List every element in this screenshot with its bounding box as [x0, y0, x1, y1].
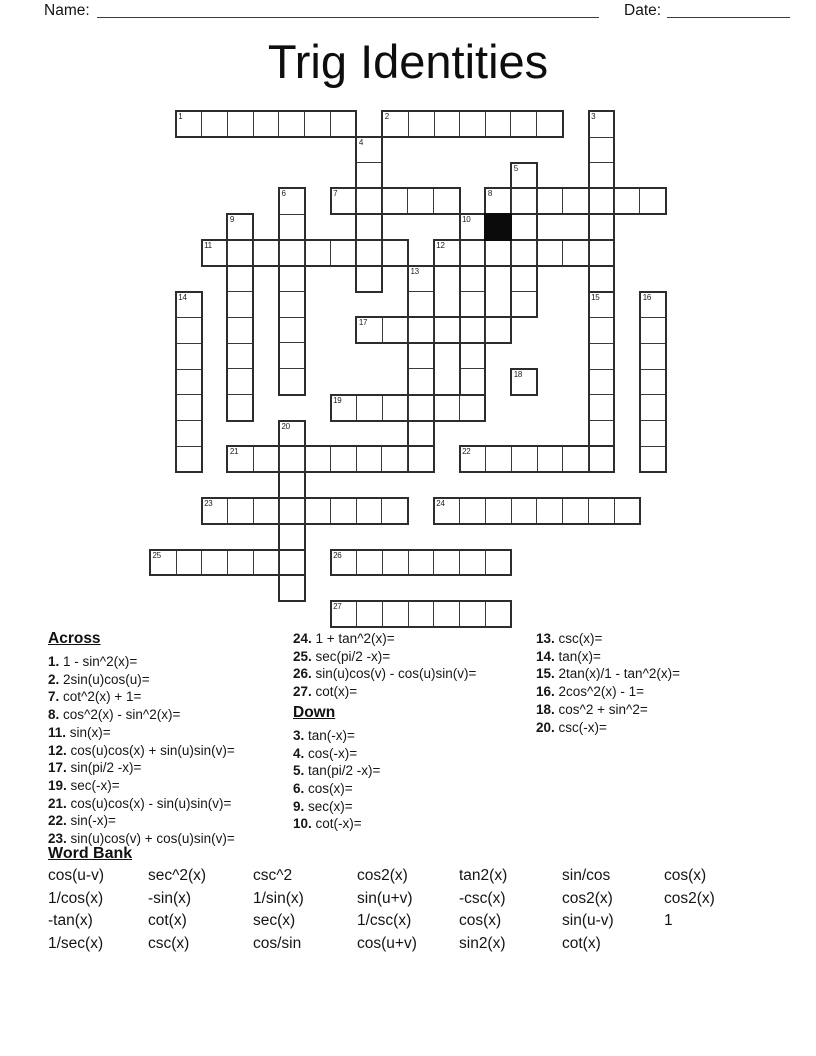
grid-cell[interactable] [253, 112, 279, 136]
grid-cell[interactable] [512, 370, 536, 394]
grid-cell[interactable] [383, 112, 408, 136]
clue-item-24: 24. 1 + tan^2(x)= [293, 631, 395, 646]
grid-cell[interactable] [279, 241, 305, 265]
grid-cell[interactable] [641, 293, 665, 318]
grid-cell[interactable] [588, 499, 614, 523]
grid-cell[interactable] [641, 317, 665, 343]
grid-cell[interactable] [562, 241, 588, 265]
crossword-grid [149, 110, 669, 630]
cell-number: 15 [591, 292, 600, 302]
down-clue-list [293, 727, 476, 833]
word-bank-item: 1 [664, 912, 673, 930]
grid-cell[interactable] [614, 189, 640, 213]
across-clue-list [48, 653, 235, 848]
grid-cell[interactable] [485, 602, 511, 626]
word-bank-heading: Word Bank [48, 845, 133, 862]
cell-number: 7 [333, 189, 338, 199]
grid-cell[interactable] [280, 265, 304, 291]
grid-cell[interactable] [228, 394, 252, 420]
word-bank-item: 1/csc(x) [357, 912, 412, 930]
grid-cell[interactable] [459, 396, 485, 420]
grid-cell[interactable] [590, 162, 614, 188]
grid-cell[interactable] [434, 112, 460, 136]
clue-item-20: 20. csc(-x)= [536, 719, 607, 735]
grid-cell[interactable] [614, 499, 640, 523]
down-clue-list-continued [536, 630, 680, 736]
grid-cell[interactable] [227, 499, 253, 523]
clue-item-22: 22. sin(-x)= [48, 813, 116, 829]
word-bank-item: sin2(x) [459, 934, 506, 952]
grid-cell[interactable] [177, 446, 201, 472]
clue-item-4: 4. cos(-x)= [293, 745, 358, 761]
cell-number: 5 [513, 163, 518, 173]
grid-cell[interactable] [227, 112, 253, 136]
grid-cell[interactable] [330, 241, 356, 265]
word-bank-item: sin(u-v) [562, 912, 614, 930]
word-bank-item: cos(u-v) [48, 867, 104, 884]
grid-cell[interactable] [562, 499, 588, 523]
word-bank-item: sec^2(x) [148, 867, 207, 884]
cell-number: 8 [487, 189, 493, 199]
grid-cell[interactable] [537, 189, 563, 213]
grid-cell[interactable] [485, 499, 511, 523]
grid-cell[interactable] [253, 241, 279, 265]
grid-cell[interactable] [433, 189, 459, 213]
grid-cell[interactable] [641, 343, 665, 369]
word-bank-item: sin(u+v) [357, 889, 413, 907]
across-heading: Across [48, 630, 101, 647]
grid-cell[interactable] [382, 318, 408, 342]
grid-cell[interactable] [409, 267, 433, 292]
name-label: Name: [44, 2, 90, 19]
grid-cell[interactable] [512, 291, 536, 317]
grid-cell[interactable] [641, 394, 665, 420]
grid-cell[interactable] [641, 446, 665, 472]
grid-cell[interactable] [228, 343, 252, 369]
grid-cell[interactable] [228, 368, 252, 394]
grid-cell[interactable] [409, 343, 433, 369]
clue-item-23: 23. sin(u)cos(v) + cos(u)sin(v)= [48, 831, 235, 847]
grid-cell[interactable] [201, 112, 227, 136]
grid-cell[interactable] [461, 291, 485, 317]
grid-cell[interactable] [485, 551, 511, 575]
grid-cell[interactable] [278, 112, 304, 136]
word-bank-item: cos2(x) [562, 889, 613, 907]
grid-cell[interactable] [461, 342, 485, 368]
grid-cell[interactable] [512, 265, 536, 291]
clue-item-21: 21. cos(u)cos(x) - sin(u)sin(v)= [48, 795, 232, 811]
word-bank-item: -csc(x) [459, 889, 506, 907]
grid-cell[interactable] [485, 112, 511, 136]
cell-number: 26 [333, 550, 342, 560]
grid-word-23 [201, 497, 409, 525]
cell-number: 25 [152, 550, 161, 560]
cell-number: 6 [281, 189, 286, 199]
cell-number: 12 [436, 241, 445, 250]
clue-item-16: 16. 2cos^2(x) - 1= [536, 684, 645, 700]
cell-number: 20 [281, 421, 290, 431]
grid-cell[interactable] [407, 189, 433, 213]
grid-cell[interactable] [562, 189, 588, 213]
grid-cell[interactable] [356, 241, 382, 265]
grid-cell[interactable] [332, 602, 357, 626]
word-bank-item: 1/sec(x) [48, 934, 104, 952]
grid-cell[interactable] [279, 499, 305, 523]
cell-number: 9 [229, 215, 235, 225]
grid-word-19 [330, 394, 487, 422]
word-bank-item: cot(x) [562, 934, 601, 952]
grid-cell[interactable] [357, 318, 382, 342]
grid-cell[interactable] [435, 499, 460, 523]
grid-cell[interactable] [280, 422, 304, 447]
grid-cell[interactable] [382, 602, 408, 626]
grid-cell[interactable] [381, 499, 407, 523]
grid-word-16 [639, 291, 667, 474]
grid-cell[interactable] [590, 293, 614, 318]
grid-cell[interactable] [461, 447, 486, 471]
clue-item-10: 10. cot(-x)= [293, 816, 362, 832]
grid-cell[interactable] [382, 189, 408, 213]
grid-cell[interactable] [253, 551, 279, 575]
grid-cell[interactable] [356, 447, 382, 471]
grid-word-14 [175, 291, 203, 474]
grid-cell[interactable] [590, 343, 614, 369]
clue-item-3: 3. tan(-x)= [293, 727, 355, 743]
cell-number: 27 [333, 602, 342, 612]
grid-word-7 [330, 187, 461, 215]
grid-cell[interactable] [461, 368, 485, 394]
clue-item-6: 6. cos(x)= [293, 780, 353, 796]
cell-number: 21 [229, 447, 239, 457]
page-title: Trig Identities [267, 35, 549, 88]
grid-cell[interactable] [279, 447, 305, 471]
grid-cell[interactable] [459, 551, 485, 575]
grid-cell[interactable] [590, 214, 614, 240]
grid-cell[interactable] [357, 162, 381, 188]
grid-cell[interactable] [280, 214, 304, 240]
grid-cell[interactable] [151, 551, 176, 575]
grid-cell[interactable] [280, 342, 304, 368]
grid-cell[interactable] [433, 318, 459, 342]
cell-number: 2 [384, 112, 389, 121]
grid-cell[interactable] [511, 499, 537, 523]
grid-cell[interactable] [280, 317, 304, 343]
grid-cell[interactable] [304, 241, 330, 265]
clue-item-17: 17. sin(pi/2 -x)= [48, 760, 142, 776]
grid-cell[interactable] [485, 241, 511, 265]
grid-cell[interactable] [330, 447, 356, 471]
clue-item-26: 26. sin(u)cos(v) - cos(u)sin(v)= [293, 666, 477, 682]
grid-word-18 [510, 368, 538, 396]
clue-item-13: 13. csc(x)= [536, 631, 603, 646]
grid-cell[interactable] [590, 394, 614, 420]
grid-cell[interactable] [588, 189, 614, 213]
grid-cell[interactable] [433, 602, 459, 626]
grid-cell[interactable] [228, 215, 252, 240]
clue-item-2: 2. 2sin(u)cos(u)= [48, 671, 150, 687]
clue-item-7: 7. cot^2(x) + 1= [48, 689, 142, 705]
grid-cell[interactable] [357, 265, 381, 291]
grid-cell[interactable] [590, 265, 614, 291]
cell-number: 10 [462, 215, 471, 225]
grid-word-21 [226, 445, 434, 473]
grid-cell[interactable] [590, 137, 614, 163]
cell-number: 16 [642, 292, 651, 302]
grid-cell[interactable] [433, 551, 459, 575]
grid-cell[interactable] [356, 189, 382, 213]
grid-cell[interactable] [511, 241, 537, 265]
grid-word-26 [330, 549, 513, 577]
name-blank-line[interactable] [97, 17, 599, 18]
grid-cell[interactable] [280, 189, 304, 214]
grid-cell[interactable] [177, 343, 201, 369]
grid-cell[interactable] [332, 396, 357, 420]
grid-cell[interactable] [228, 317, 252, 343]
grid-cell[interactable] [280, 472, 304, 498]
grid-cell[interactable] [459, 499, 485, 523]
grid-word-6 [278, 187, 306, 395]
word-bank-item: csc^2 [253, 867, 293, 884]
grid-cell[interactable] [536, 499, 562, 523]
grid-cell[interactable] [590, 112, 614, 137]
cell-number: 3 [591, 112, 596, 121]
grid-cell[interactable] [639, 189, 665, 213]
grid-cell[interactable] [227, 551, 253, 575]
cell-number: 1 [178, 112, 183, 121]
grid-cell[interactable] [511, 189, 537, 213]
word-bank-item: sec(x) [253, 912, 296, 930]
grid-cell[interactable] [177, 112, 202, 136]
grid-cell[interactable] [382, 396, 408, 420]
grid-cell[interactable] [356, 396, 382, 420]
clue-item-1: 1. 1 - sin^2(x)= [48, 654, 138, 669]
grid-cell[interactable] [381, 447, 407, 471]
grid-cell[interactable] [203, 499, 228, 523]
grid-cell[interactable] [332, 551, 357, 575]
clue-item-8: 8. cos^2(x) - sin^2(x)= [48, 707, 181, 723]
word-bank-item: tan2(x) [459, 867, 508, 884]
grid-cell[interactable] [253, 447, 279, 471]
cell-number: 17 [358, 318, 368, 328]
grid-cell[interactable] [459, 112, 485, 136]
grid-cell[interactable] [177, 369, 201, 395]
cell-number: 14 [178, 292, 187, 302]
word-bank-item: cos2(x) [357, 867, 408, 884]
word-bank-item [664, 935, 778, 958]
grid-cell[interactable] [459, 241, 485, 265]
word-bank-item: -sin(x) [148, 889, 192, 907]
grid-cell[interactable] [512, 214, 536, 240]
word-bank-item: cos(u+v) [357, 934, 417, 952]
word-bank-item: cos/sin [253, 934, 302, 952]
word-bank-item: cos(x) [664, 867, 707, 884]
grid-cell[interactable] [536, 241, 562, 265]
grid-cell[interactable] [409, 291, 433, 317]
grid-cell[interactable] [409, 420, 433, 446]
grid-cell[interactable] [280, 523, 304, 549]
grid-cell[interactable] [562, 447, 588, 471]
grid-cell[interactable] [280, 291, 304, 317]
grid-cell[interactable] [228, 447, 253, 471]
cell-number: 19 [333, 395, 342, 405]
cell-number: 18 [513, 370, 522, 379]
grid-cell[interactable] [641, 420, 665, 446]
clue-item-5: 5. tan(pi/2 -x)= [293, 763, 381, 779]
grid-cell[interactable] [408, 396, 434, 420]
grid-cell[interactable] [588, 241, 614, 265]
grid-cell[interactable] [177, 317, 201, 343]
grid-cell[interactable] [461, 266, 485, 292]
grid-cell[interactable] [485, 318, 511, 342]
grid-cell[interactable] [512, 164, 536, 189]
grid-word-24 [433, 497, 641, 525]
grid-cell[interactable] [433, 396, 459, 420]
grid-cell[interactable] [461, 215, 485, 240]
grid-cell[interactable] [408, 318, 434, 342]
word-bank-item: csc(x) [148, 934, 190, 952]
grid-cell[interactable] [280, 368, 304, 394]
grid-cell[interactable] [177, 394, 201, 420]
grid-cell[interactable] [486, 189, 511, 213]
grid-cell[interactable] [537, 447, 563, 471]
clue-item-9: 9. sec(x)= [293, 798, 353, 814]
grid-cell[interactable] [408, 602, 434, 626]
grid-cell[interactable] [228, 291, 252, 317]
grid-cell[interactable] [485, 447, 511, 471]
grid-cell[interactable] [408, 551, 434, 575]
clue-column-3 [536, 630, 680, 736]
grid-cell[interactable] [227, 241, 253, 265]
grid-cell[interactable] [177, 420, 201, 446]
clue-item-14: 14. tan(x)= [536, 648, 601, 664]
clue-item-19: 19. sec(-x)= [48, 777, 120, 793]
word-bank-item: cot(x) [148, 912, 187, 930]
word-bank-item: 1/sin(x) [253, 889, 304, 907]
grid-word-22 [459, 445, 616, 473]
clue-item-11: 11. sin(x)= [48, 724, 111, 740]
grid-cell[interactable] [177, 293, 201, 318]
clue-item-15: 15. 2tan(x)/1 - tan^2(x)= [536, 666, 681, 682]
grid-cell[interactable] [332, 189, 357, 213]
date-label: Date: [624, 2, 662, 19]
grid-cell[interactable] [356, 499, 382, 523]
grid-cell[interactable] [590, 420, 614, 446]
clue-column-1 [48, 630, 235, 848]
grid-word-11 [201, 239, 409, 267]
grid-word-2 [381, 110, 564, 138]
grid-cell[interactable] [382, 551, 408, 575]
clue-item-25: 25. sec(pi/2 -x)= [293, 648, 391, 664]
cell-number: 23 [204, 499, 213, 508]
grid-cell[interactable] [381, 241, 407, 265]
grid-word-17 [355, 316, 512, 344]
cell-number: 22 [462, 447, 471, 457]
grid-cell[interactable] [459, 318, 485, 342]
grid-cell[interactable] [201, 551, 227, 575]
grid-cell[interactable] [409, 368, 433, 394]
word-bank-item: cos(x) [459, 912, 502, 930]
down-heading: Down [293, 703, 336, 721]
grid-cell[interactable] [641, 369, 665, 395]
clue-item-12: 12. cos(u)cos(x) + sin(u)sin(v)= [48, 742, 235, 758]
cell-number: 24 [436, 499, 445, 508]
date-blank-line[interactable] [667, 17, 790, 18]
clue-column-2 [293, 630, 476, 833]
grid-cell[interactable] [590, 369, 614, 395]
grid-word-13 [407, 265, 435, 473]
grid-cell[interactable] [357, 214, 381, 240]
cell-number: 13 [410, 266, 419, 276]
grid-cell[interactable] [330, 499, 356, 523]
grid-cell[interactable] [407, 447, 433, 471]
grid-word-27 [330, 600, 513, 628]
grid-cell[interactable] [435, 241, 460, 265]
word-bank [48, 867, 778, 957]
cell-number: 11 [204, 241, 212, 250]
grid-cell[interactable] [228, 266, 252, 292]
grid-cell[interactable] [304, 112, 330, 136]
grid-cell[interactable] [278, 551, 304, 575]
cell-number: 4 [358, 137, 364, 147]
grid-cell[interactable] [330, 112, 356, 136]
grid-cell[interactable] [357, 138, 381, 163]
grid-cell[interactable] [176, 551, 202, 575]
grid-cell[interactable] [280, 575, 304, 601]
word-bank-item: 1/cos(x) [48, 889, 104, 907]
grid-cell[interactable] [511, 447, 537, 471]
grid-word-8 [484, 187, 667, 215]
grid-cell[interactable] [356, 602, 382, 626]
grid-cell[interactable] [253, 499, 279, 523]
black-cell [484, 213, 512, 241]
grid-cell[interactable] [588, 447, 614, 471]
word-bank-item: cos2(x) [664, 889, 715, 907]
grid-cell[interactable] [590, 317, 614, 343]
grid-cell[interactable] [408, 112, 434, 136]
grid-cell[interactable] [203, 241, 228, 265]
grid-cell[interactable] [459, 602, 485, 626]
grid-cell[interactable] [304, 499, 330, 523]
word-bank-item: sin/cos [562, 867, 611, 884]
word-bank-item: -tan(x) [48, 912, 93, 930]
grid-cell[interactable] [304, 447, 330, 471]
grid-word-1 [175, 110, 358, 138]
grid-word-25 [149, 549, 306, 577]
grid-cell[interactable] [536, 112, 562, 136]
grid-word-12 [433, 239, 616, 267]
grid-cell[interactable] [356, 551, 382, 575]
grid-cell[interactable] [510, 112, 536, 136]
across-clue-list-continued [293, 630, 476, 701]
clue-item-18: 18. cos^2 + sin^2= [536, 701, 648, 717]
clue-item-27: 27. cot(x)= [293, 684, 358, 700]
